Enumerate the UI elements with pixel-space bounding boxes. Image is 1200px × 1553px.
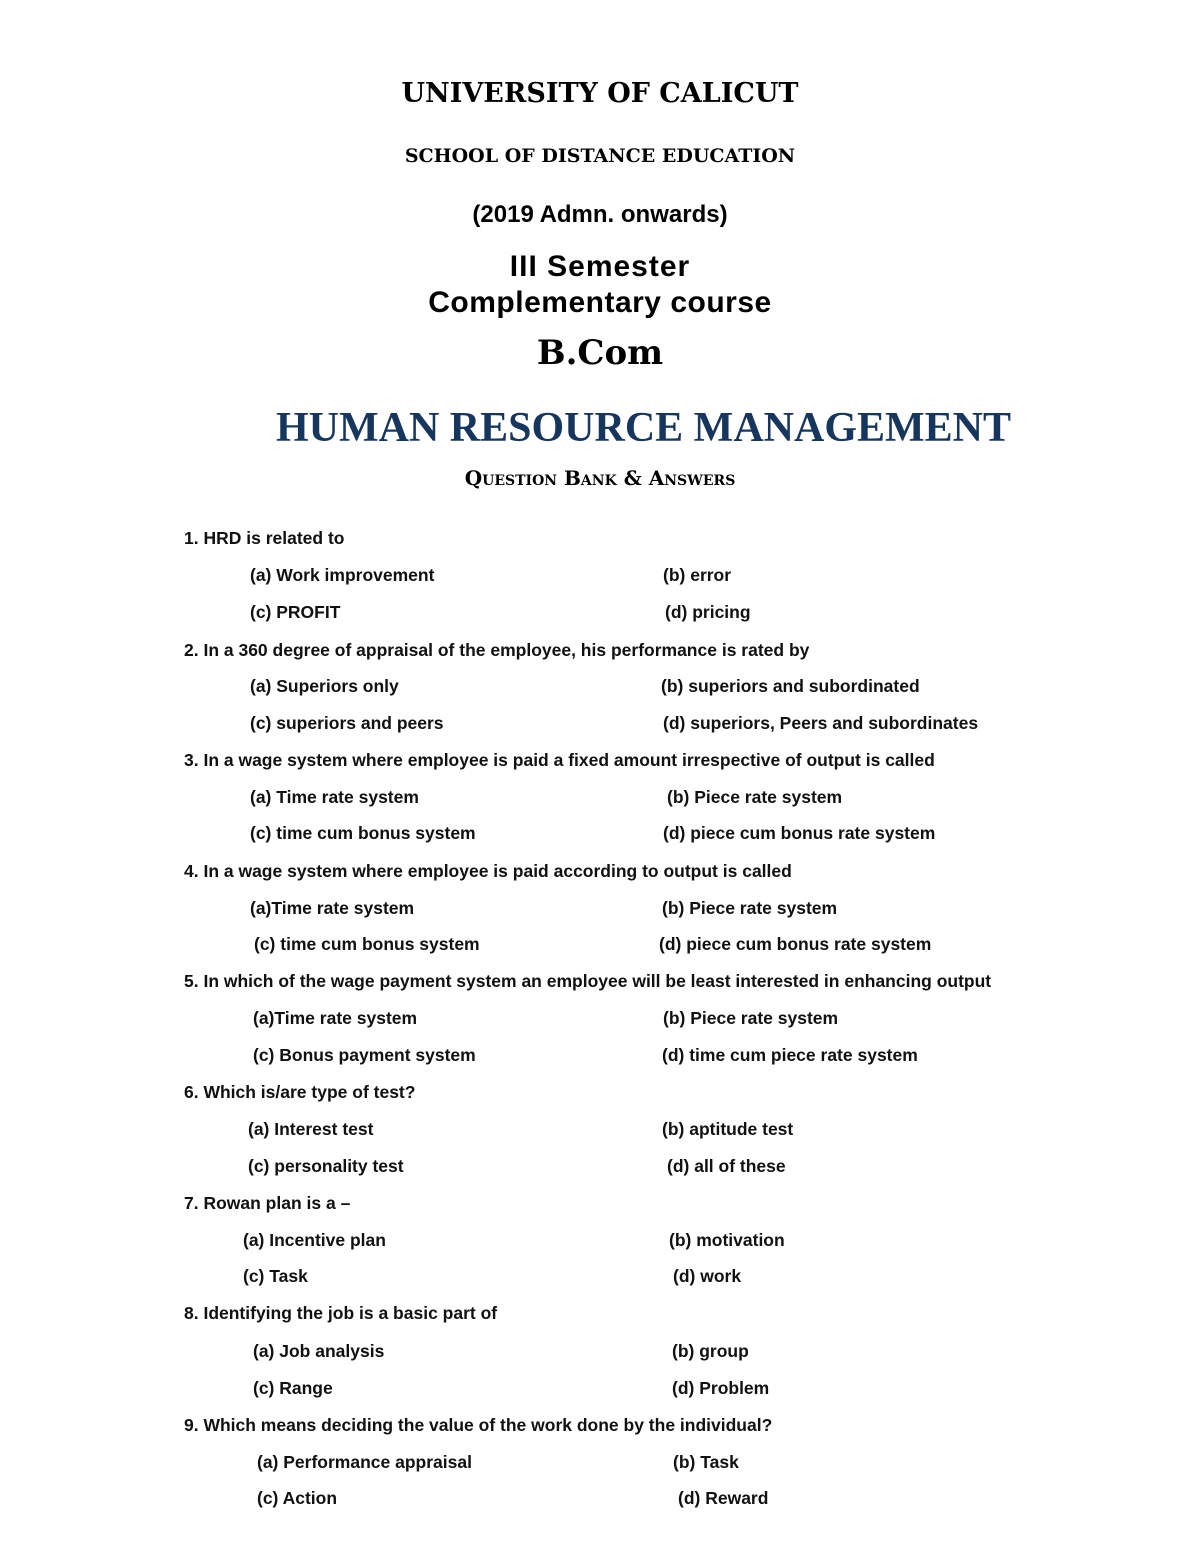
question-6: 6. Which is/are type of test? [184, 1082, 416, 1102]
question-8: 8. Identifying the job is a basic part of [184, 1303, 498, 1323]
university-name: UNIVERSITY OF CALICUT [401, 78, 799, 109]
school-name: SCHOOL OF DISTANCE EDUCATION [404, 145, 796, 167]
q2-option-a: (a) Superiors only [250, 676, 399, 696]
q4-option-a: (a)Time rate system [250, 898, 415, 918]
q2-option-d: (d) superiors, Peers and subordinates [663, 713, 979, 733]
q7-option-c: (c) Task [243, 1266, 308, 1286]
q1-option-b: (b) error [663, 565, 732, 585]
program-name: B.Com [536, 333, 664, 373]
q9-option-a: (a) Performance appraisal [257, 1452, 472, 1472]
document-type: Question Bank & Answers [464, 466, 736, 490]
q7-option-d: (d) work [673, 1266, 742, 1286]
q1-option-a: (a) Work improvement [250, 565, 435, 585]
question-5: 5. In which of the wage payment system an employee will be least interested in enhancing output [184, 971, 992, 991]
q1-option-d: (d) pricing [665, 602, 751, 622]
q7-option-a: (a) Incentive plan [243, 1230, 386, 1250]
course-type: Complementary course [428, 286, 772, 319]
semester: III Semester [509, 250, 691, 283]
question-7: 7. Rowan plan is a – [184, 1193, 351, 1213]
q2-option-b: (b) superiors and subordinated [661, 676, 920, 696]
q4-option-b: (b) Piece rate system [662, 898, 838, 918]
q9-option-c: (c) Action [257, 1488, 338, 1508]
q6-option-d: (d) all of these [667, 1156, 786, 1176]
q1-option-c: (c) PROFIT [250, 602, 341, 622]
q4-option-d: (d) piece cum bonus rate system [659, 934, 932, 954]
q7-option-b: (b) motivation [669, 1230, 785, 1250]
q2-option-c: (c) superiors and peers [250, 713, 444, 733]
question-9: 9. Which means deciding the value of the work done by the individual? [184, 1415, 773, 1435]
q5-option-b: (b) Piece rate system [663, 1008, 839, 1028]
q3-option-b: (b) Piece rate system [667, 787, 843, 807]
question-2: 2. In a 360 degree of appraisal of the employee, his performance is rated by [184, 640, 810, 660]
q8-option-b: (b) group [672, 1341, 749, 1361]
q3-option-c: (c) time cum bonus system [250, 823, 476, 843]
subject-title: HUMAN RESOURCE MANAGEMENT [276, 405, 1011, 451]
q8-option-a: (a) Job analysis [253, 1341, 385, 1361]
q6-option-a: (a) Interest test [248, 1119, 374, 1139]
q4-option-c: (c) time cum bonus system [254, 934, 480, 954]
q9-option-d: (d) Reward [678, 1488, 769, 1508]
q9-option-b: (b) Task [673, 1452, 739, 1472]
q5-option-c: (c) Bonus payment system [253, 1045, 476, 1065]
admission-note: (2019 Admn. onwards) [472, 201, 728, 228]
q5-option-d: (d) time cum piece rate system [662, 1045, 918, 1065]
question-1: 1. HRD is related to [184, 528, 345, 548]
q8-option-d: (d) Problem [672, 1378, 770, 1398]
q6-option-b: (b) aptitude test [662, 1119, 794, 1139]
question-3: 3. In a wage system where employee is paid a fixed amount irrespective of output is called [184, 750, 935, 770]
q3-option-a: (a) Time rate system [250, 787, 419, 807]
q5-option-a: (a)Time rate system [253, 1008, 418, 1028]
q8-option-c: (c) Range [253, 1378, 333, 1398]
q3-option-d: (d) piece cum bonus rate system [663, 823, 936, 843]
q6-option-c: (c) personality test [248, 1156, 404, 1176]
question-4: 4. In a wage system where employee is paid according to output is called [184, 861, 792, 881]
